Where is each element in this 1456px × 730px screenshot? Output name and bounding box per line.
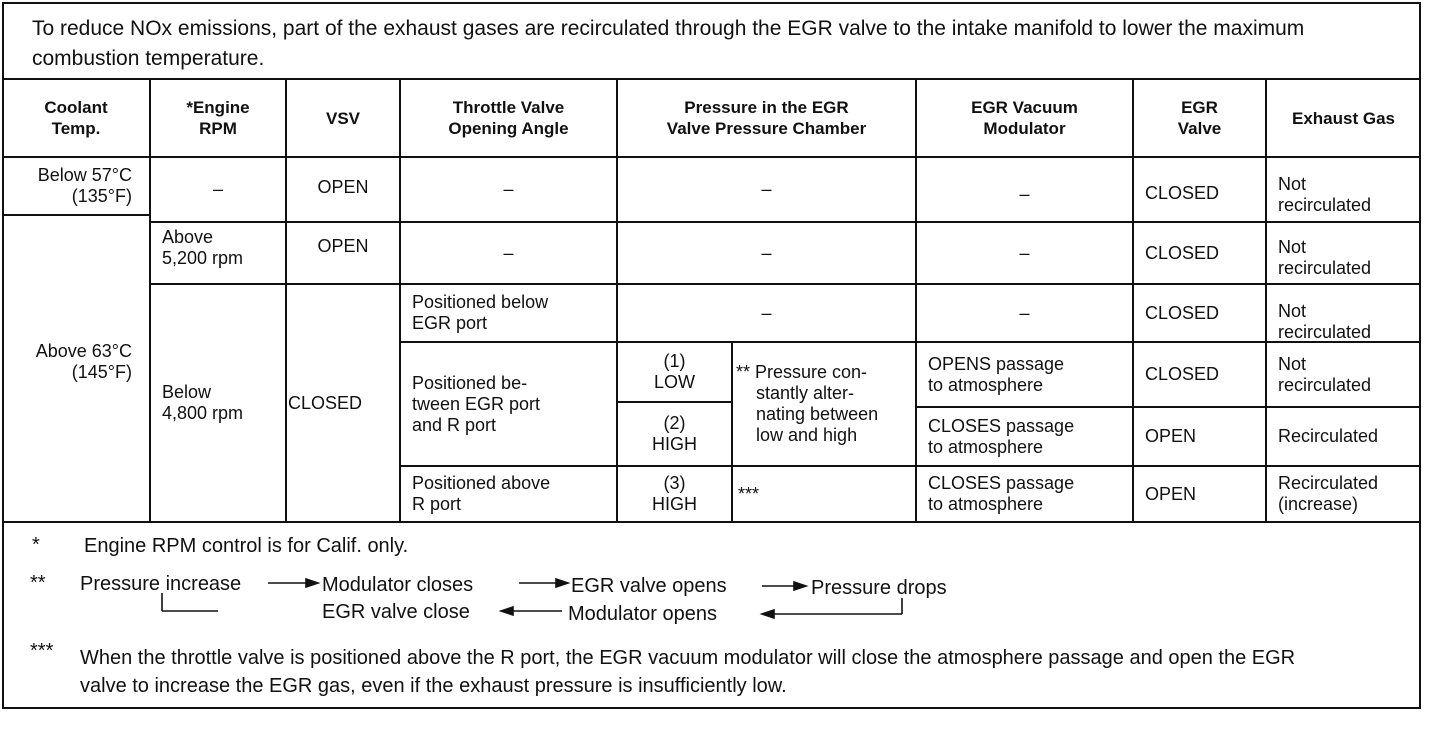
cell-rpm-r2: Above 5,200 rpm bbox=[162, 227, 244, 268]
header-throttle-valve: Throttle Valve Opening Angle bbox=[448, 98, 569, 138]
cell-throttle-r3: Positioned below EGR port bbox=[412, 292, 549, 333]
intro-paragraph: To reduce NOx emissions, part of the exhaust gases are recirculated through the EGR valve to the intake manifold to lower the maximum combustion temperature. bbox=[32, 17, 1305, 70]
note3-text: When the throttle valve is positioned above the R port, the EGR vacuum modulator will close the atmosphere passage and open the EGR valve to increase the EGR gas, even if the exhaust pressure is insufficiently low. bbox=[80, 647, 1296, 697]
header-egr-valve: EGR Valve bbox=[1177, 98, 1222, 138]
cell-pressure-r1: – bbox=[761, 179, 772, 199]
cell-modulator-r5: CLOSES passage to atmosphere bbox=[928, 415, 1075, 457]
cell-exhaust-r3: Not recirculated bbox=[1278, 300, 1372, 342]
header-coolant-temp: Coolant Temp. bbox=[44, 98, 108, 138]
cell-egr-r4: CLOSED bbox=[1145, 364, 1220, 384]
cell-pressure-r3: – bbox=[761, 302, 772, 323]
cell-exhaust-r2: Not recirculated bbox=[1278, 237, 1372, 278]
cell-modulator-r3: – bbox=[1019, 302, 1030, 323]
cell-throttle-r2: – bbox=[503, 242, 514, 263]
cell-pressure-level-3: (3) HIGH bbox=[652, 473, 697, 514]
cell-exhaust-r6: Recirculated (increase) bbox=[1278, 473, 1379, 514]
note1-text: Engine RPM control is for Calif. only. bbox=[84, 535, 409, 557]
cell-throttle-r4: Positioned be- tween EGR port and R port bbox=[412, 372, 541, 435]
header-exhaust-gas: Exhaust Gas bbox=[1292, 108, 1395, 128]
note3-mark: *** bbox=[30, 640, 54, 662]
cell-pressure-level-2: (2) HIGH bbox=[652, 413, 697, 454]
cell-rpm-r1: – bbox=[212, 179, 223, 199]
cell-exhaust-r4: Not recirculated bbox=[1278, 353, 1372, 395]
cell-throttle-r1: – bbox=[503, 179, 514, 199]
cell-modulator-r1: – bbox=[1019, 184, 1030, 204]
note1-mark: * bbox=[32, 534, 40, 556]
header-vacuum-modulator: EGR Vacuum Modulator bbox=[971, 98, 1078, 138]
note2-mark: ** bbox=[30, 572, 46, 594]
cell-exhaust-r1: Not recirculated bbox=[1278, 174, 1372, 215]
cell-vsv-closed: CLOSED bbox=[288, 392, 363, 413]
cell-pressure-alternating: ** Pressure con- stantly alter- nating between low and high bbox=[736, 362, 879, 445]
cell-modulator-r4: OPENS passage to atmosphere bbox=[928, 353, 1065, 395]
header-engine-rpm: *Engine RPM bbox=[186, 98, 250, 138]
flow-egr-valve-close: EGR valve close bbox=[322, 601, 470, 623]
header-pressure-chamber: Pressure in the EGR Valve Pressure Chamber bbox=[666, 98, 867, 138]
cell-throttle-r6: Positioned above R port bbox=[412, 473, 551, 514]
cell-modulator-r2: – bbox=[1019, 242, 1030, 263]
cell-exhaust-r5: Recirculated bbox=[1278, 426, 1379, 446]
cell-coolant-below: Below 57°C (135°F) bbox=[37, 165, 132, 206]
cell-egr-r5: OPEN bbox=[1145, 426, 1197, 446]
flow-egr-valve-opens: EGR valve opens bbox=[571, 575, 727, 597]
cell-egr-r3: CLOSED bbox=[1145, 302, 1220, 323]
cell-egr-r2: CLOSED bbox=[1145, 242, 1220, 263]
cell-modulator-r6: CLOSES passage to atmosphere bbox=[928, 473, 1075, 514]
cell-pressure-triple-star: *** bbox=[738, 483, 760, 504]
header-vsv: VSV bbox=[325, 108, 361, 128]
flow-modulator-opens: Modulator opens bbox=[568, 603, 717, 625]
cell-rpm-below: Below 4,800 rpm bbox=[162, 382, 244, 423]
cell-vsv-r2: OPEN bbox=[317, 235, 369, 256]
cell-coolant-above: Above 63°C (145°F) bbox=[35, 340, 132, 382]
cell-vsv-r1: OPEN bbox=[317, 176, 369, 197]
cell-egr-r1: CLOSED bbox=[1145, 182, 1220, 203]
flow-modulator-closes: Modulator closes bbox=[322, 574, 474, 596]
cell-pressure-level-1: (1) LOW bbox=[653, 351, 695, 392]
cell-pressure-r2: – bbox=[761, 242, 772, 263]
flow-pressure-drops: Pressure drops bbox=[811, 577, 947, 599]
flow-pressure-increase: Pressure increase bbox=[80, 573, 242, 595]
cell-egr-r6: OPEN bbox=[1145, 483, 1197, 504]
